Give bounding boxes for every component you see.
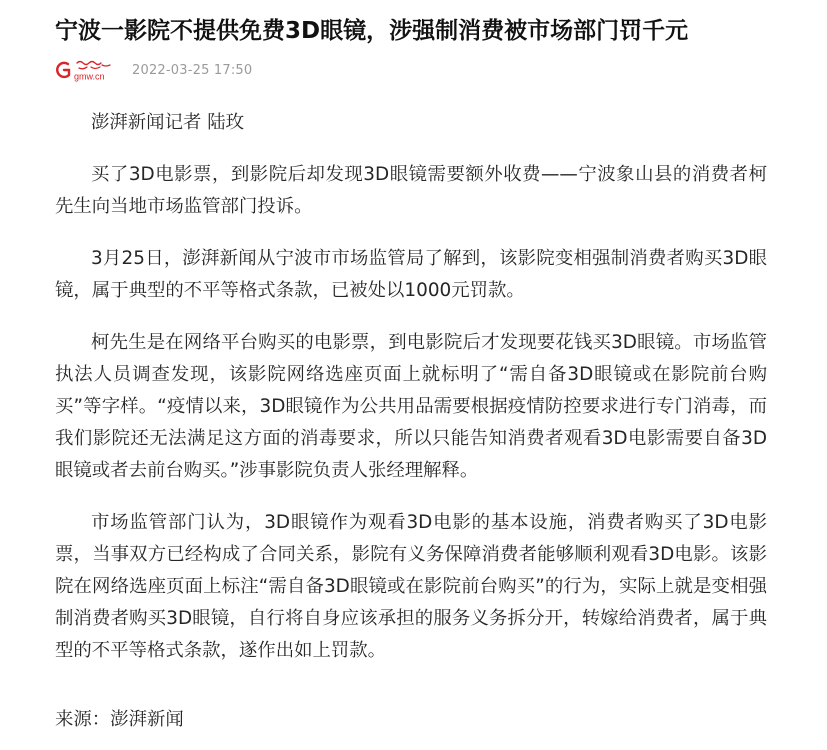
publish-time: 2022-03-25 17:50 [132, 62, 253, 78]
article-headline: 宁波一影院不提供免费3D眼镜，涉强制消费被市场部门罚千元 [55, 18, 689, 44]
paragraph: 买了3D电影票，到影院后却发现3D眼镜需要额外收费——宁波象山县的消费者柯先生向当地市场监管部门投诉。 [55, 164, 767, 217]
logo-text: gmw.cn [74, 71, 105, 82]
article-body [55, 107, 767, 687]
paragraph: 柯先生是在网络平台购买的电影票，到电影院后才发现要花钱买3D眼镜。市场监管执法人员调查发现，该影院网络选座页面上就标明了“需自备3D眼镜或在影院前台购买”等字样。“疫情以来，3D眼镜作为公共用品需要根据疫情防控要求进行专门消毒，而我们影院还无法满足这方面的消毒要求，所以只能告知消费者观看3D电影需要自备3D眼镜或者去前台购买。”涉事影院负责人张经理解释。 [55, 332, 767, 481]
article-source: 来源：澎湃新闻 [55, 709, 184, 730]
paragraph: 3月25日，澎湃新闻从宁波市市场监管局了解到，该影院变相强制消费者购买3D眼镜，属于典型的不平等格式条款，已被处以1000元罚款。 [55, 248, 767, 301]
gmw-logo-icon[interactable] [55, 58, 121, 82]
byline: 澎湃新闻记者 陆玫 [91, 112, 244, 133]
article-meta [55, 57, 252, 83]
paragraph: 市场监管部门认为，3D眼镜作为观看3D电影的基本设施，消费者购买了3D电影票，当事双方已经构成了合同关系，影院有义务保障消费者能够顺利观看3D电影。该影院在网络选座页面上标注“需自备3D眼镜或在影院前台购买”的行为，实际上就是变相强制消费者购买3D眼镜，自行将自身应该承担的服务义务拆分开，转嫁给消费者，属于典型的不平等格式条款，遂作出如上罚款。 [55, 512, 767, 661]
